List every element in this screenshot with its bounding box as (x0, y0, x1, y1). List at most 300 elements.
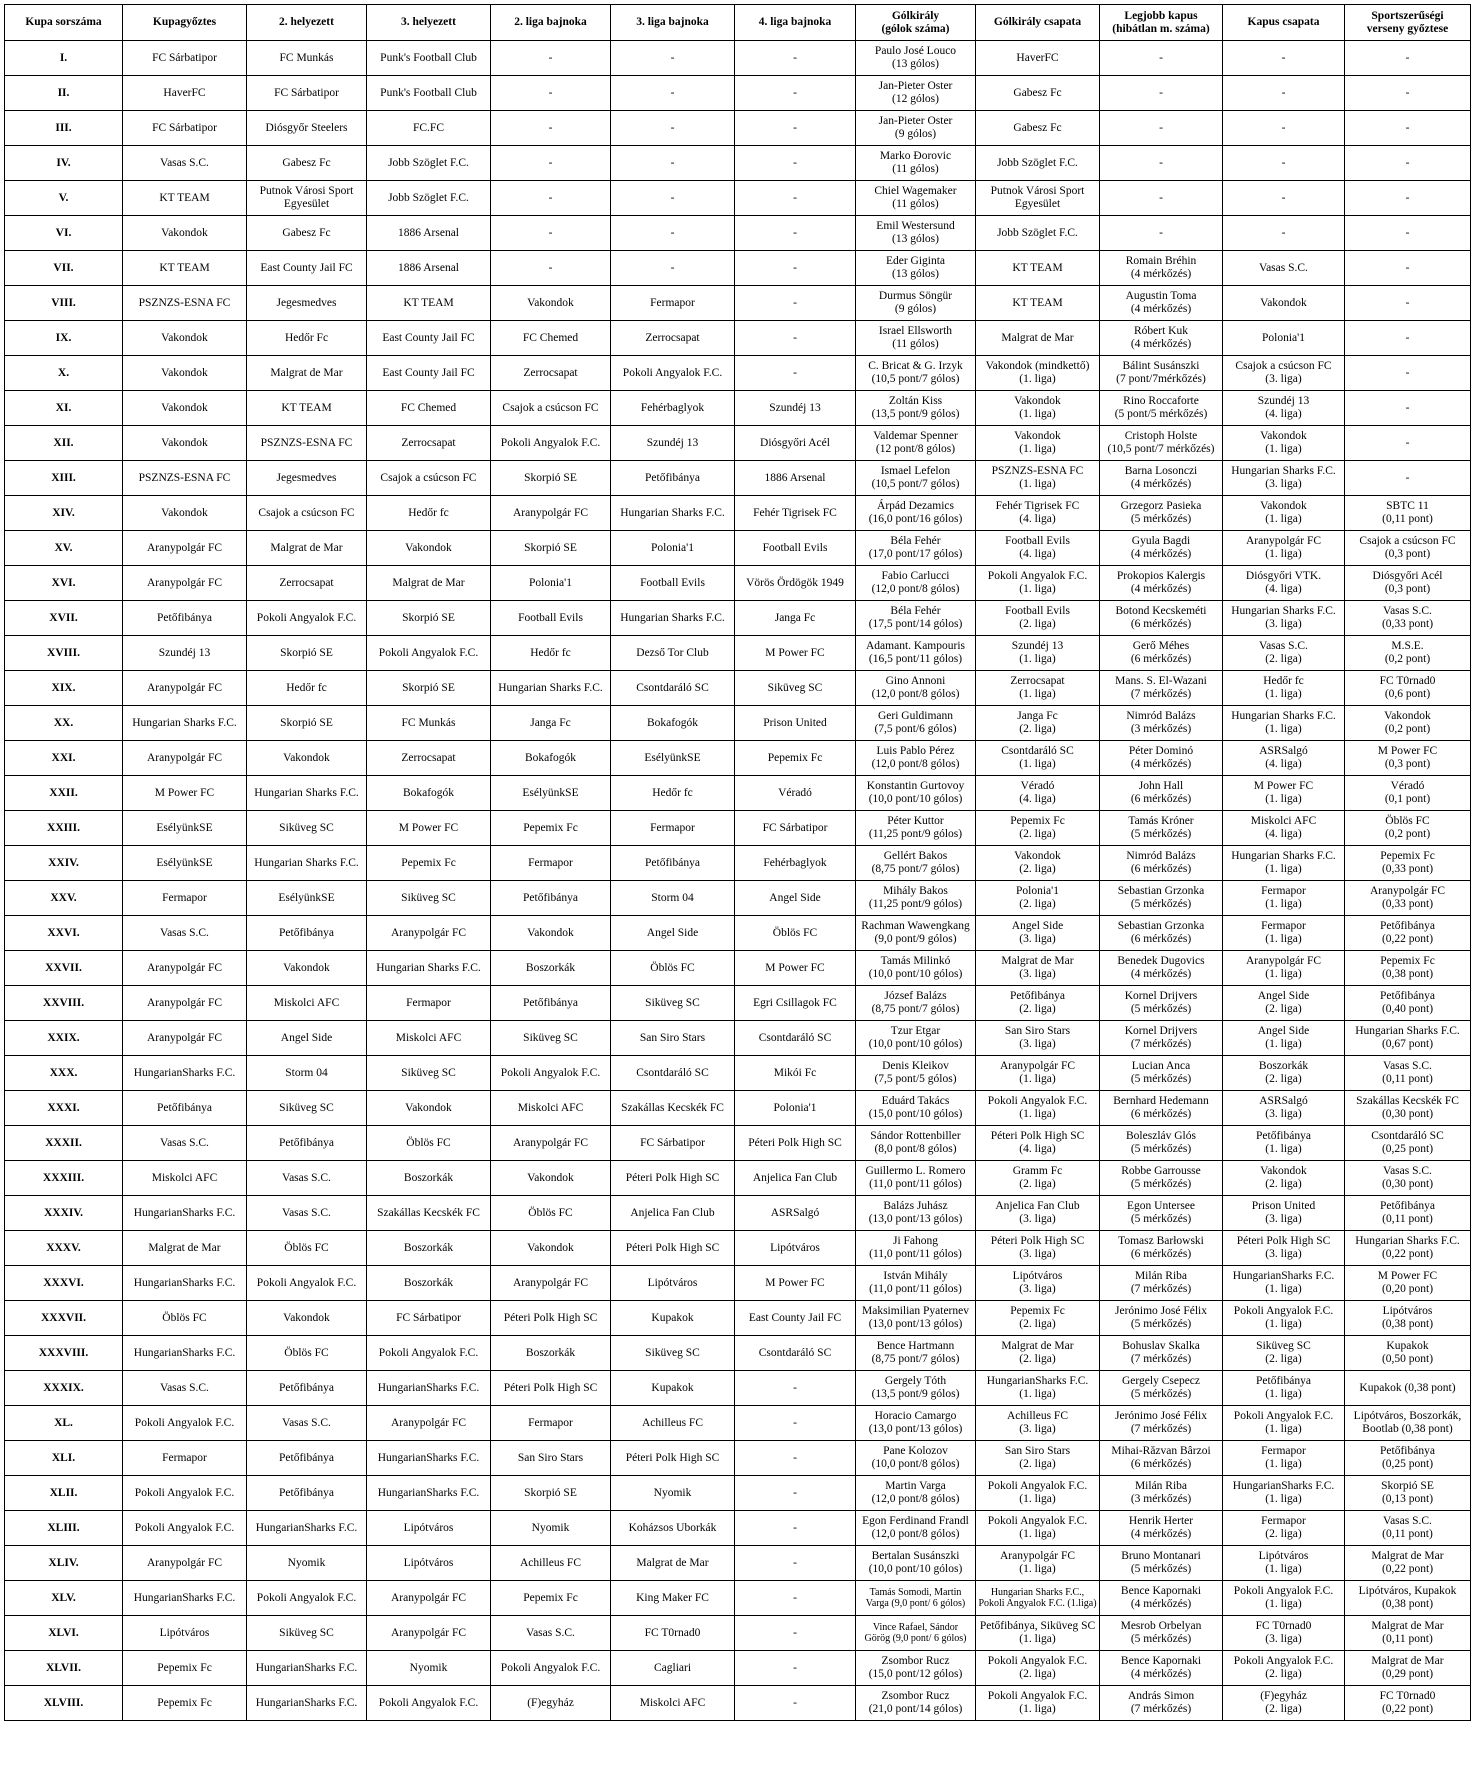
table-row (5, 671, 1471, 706)
cell-goalkeeper-team: - (1223, 111, 1345, 146)
table-row (5, 356, 1471, 391)
cell-line: (gólok száma) (881, 22, 950, 35)
cell-line: (5 mérkőzés) (1130, 1143, 1192, 1155)
cell-league4-champion: - (735, 181, 856, 216)
cell-line: (2. liga) (1019, 1668, 1056, 1680)
table-row (5, 251, 1471, 286)
cell-line: Angel Side (1257, 1025, 1310, 1037)
cell-best-goalkeeper (1100, 1196, 1223, 1231)
cell-winner: Pepemix Fc (123, 1651, 247, 1686)
cell-league3-champion: Szakállas Kecskék FC (611, 1091, 735, 1126)
cell-line: Róbert Kuk (1134, 325, 1188, 337)
cell-cup-number: XX. (5, 706, 123, 741)
table-row (5, 706, 1471, 741)
cell-second-place: Hungarian Sharks F.C. (247, 776, 367, 811)
cell-league3-champion: Petőfibánya (611, 846, 735, 881)
cell-line: Bruno Montanari (1121, 1550, 1201, 1562)
cell-fair-play-winner (1345, 1406, 1471, 1441)
cell-best-goalkeeper (1100, 776, 1223, 811)
cell-second-place (247, 181, 367, 216)
cell-line: (0,38 pont) (1381, 1318, 1434, 1330)
cell-top-scorer (856, 1056, 976, 1091)
cell-goalkeeper-team (1223, 426, 1345, 461)
cell-third-place: Boszorkák (367, 1231, 491, 1266)
cell-line: (1. liga) (1265, 793, 1302, 805)
table-row (5, 916, 1471, 951)
cell-league2-champion: Petőfibánya (491, 881, 611, 916)
cell-top-scorer-team (976, 1546, 1100, 1581)
cell-second-place: Vasas S.C. (247, 1196, 367, 1231)
cell-line: (1. liga) (1265, 1318, 1302, 1330)
cell-second-place: Csajok a csúcson FC (247, 496, 367, 531)
cell-line: Sebastian Grzonka (1117, 920, 1205, 932)
table-row (5, 986, 1471, 1021)
cell-line: (11 gólos) (892, 163, 939, 175)
cell-league4-champion: Football Evils (735, 531, 856, 566)
cell-line: (1. liga) (1265, 1423, 1302, 1435)
cell-line: Jan-Pieter Oster (878, 115, 953, 127)
cell-third-place: Pokoli Angyalok F.C. (367, 1336, 491, 1371)
cell-league2-champion: Aranypolgár FC (491, 496, 611, 531)
cell-fair-play-winner: - (1345, 426, 1471, 461)
cell-league3-champion: - (611, 216, 735, 251)
cell-second-place: Öblös FC (247, 1336, 367, 1371)
cell-goalkeeper-team: - (1223, 216, 1345, 251)
cell-fair-play-winner (1345, 1441, 1471, 1476)
cell-line: (5 mérkőzés) (1130, 1563, 1192, 1575)
cell-fair-play-winner (1345, 1546, 1471, 1581)
cell-line: (0,33 pont) (1381, 863, 1434, 875)
cell-fair-play-winner (1345, 706, 1471, 741)
cell-third-place: FC Munkás (367, 706, 491, 741)
cell-league3-champion: Péteri Polk High SC (611, 1161, 735, 1196)
cell-league3-champion: Angel Side (611, 916, 735, 951)
cell-league2-champion: - (491, 181, 611, 216)
cell-line: (1. liga) (1265, 1388, 1302, 1400)
cell-cup-number: XIX. (5, 671, 123, 706)
cell-top-scorer (856, 951, 976, 986)
cell-winner: FC Sárbatipor (123, 111, 247, 146)
cell-fair-play-winner (1345, 741, 1471, 776)
cell-line: Angel Side (1011, 920, 1064, 932)
cell-winner: Pokoli Angyalok F.C. (123, 1511, 247, 1546)
cell-fair-play-winner (1345, 916, 1471, 951)
cell-top-scorer-team: Malgrat de Mar (976, 321, 1100, 356)
cell-line: (1. liga) (1019, 1563, 1056, 1575)
cell-best-goalkeeper (1100, 1581, 1223, 1616)
cell-cup-number: XLV. (5, 1581, 123, 1616)
cell-third-place: Lipótváros (367, 1511, 491, 1546)
cell-best-goalkeeper (1100, 1406, 1223, 1441)
cell-second-place: Vakondok (247, 741, 367, 776)
cell-cup-number: XXXVIII. (5, 1336, 123, 1371)
cell-goalkeeper-team (1223, 671, 1345, 706)
cell-top-scorer (856, 1161, 976, 1196)
cell-league2-champion: Vakondok (491, 286, 611, 321)
cell-line: (1. liga) (1019, 373, 1056, 385)
cell-cup-number: XXIV. (5, 846, 123, 881)
table-row (5, 1266, 1471, 1301)
cell-top-scorer (856, 1021, 976, 1056)
cell-best-goalkeeper (1100, 1651, 1223, 1686)
cell-line: Vakondok (mindkettő) (985, 360, 1090, 372)
table-row (5, 321, 1471, 356)
cell-third-place: Hedőr fc (367, 496, 491, 531)
cell-league3-champion: Nyomik (611, 1476, 735, 1511)
cell-line: Árpád Dezamics (877, 500, 954, 512)
cell-line: Gólkirály (891, 9, 940, 22)
cell-second-place: HungarianSharks F.C. (247, 1651, 367, 1686)
cell-line: Guillermo L. Romero (865, 1165, 966, 1177)
cell-best-goalkeeper: - (1100, 111, 1223, 146)
cell-winner: Vakondok (123, 216, 247, 251)
cell-line: (11,25 pont/9 gólos) (868, 898, 963, 910)
cell-line: Benedek Dugovics (1117, 955, 1205, 967)
cell-best-goalkeeper (1100, 286, 1223, 321)
cell-winner: Vakondok (123, 391, 247, 426)
cell-line: M Power FC (1253, 780, 1314, 792)
cell-league2-champion: Polonia'1 (491, 566, 611, 601)
cell-line: (13,0 pont/13 gólos) (868, 1423, 963, 1435)
col-fair-play-winner (1345, 5, 1471, 41)
cell-top-scorer (856, 916, 976, 951)
cell-line: (1. liga) (1019, 1703, 1056, 1715)
cell-winner: Szundéj 13 (123, 636, 247, 671)
cell-line: Petőfibánya, Siküveg SC (979, 1620, 1096, 1632)
cell-top-scorer-team (976, 1336, 1100, 1371)
cell-league4-champion: - (735, 321, 856, 356)
cell-league4-champion: Szundéj 13 (735, 391, 856, 426)
cell-line: (0,3 pont) (1384, 758, 1431, 770)
cell-top-scorer-team (976, 846, 1100, 881)
cell-league2-champion: Skorpió SE (491, 1476, 611, 1511)
cell-top-scorer-team (976, 1616, 1100, 1651)
cell-league2-champion: Boszorkák (491, 951, 611, 986)
cell-best-goalkeeper (1100, 1091, 1223, 1126)
cell-third-place: HungarianSharks F.C. (367, 1476, 491, 1511)
cell-line: Gyula Bagdi (1131, 535, 1191, 547)
cell-best-goalkeeper (1100, 1336, 1223, 1371)
cell-league4-champion: - (735, 356, 856, 391)
cell-third-place: East County Jail FC (367, 356, 491, 391)
cell-top-scorer (856, 1126, 976, 1161)
cell-line: (0,2 pont) (1384, 723, 1431, 735)
cell-league2-champion: Boszorkák (491, 1336, 611, 1371)
cell-line: Valdemar Spenner (873, 430, 958, 442)
cell-line: (3. liga) (1265, 618, 1302, 630)
cell-second-place: Petőfibánya (247, 1476, 367, 1511)
cell-line: (3. liga) (1019, 968, 1056, 980)
table-row (5, 1196, 1471, 1231)
table-row (5, 636, 1471, 671)
cell-line: PSZNZS-ESNA FC (991, 465, 1084, 477)
cell-line: Barna Losonczi (1124, 465, 1198, 477)
cell-line: Fermapor (1261, 885, 1306, 897)
cell-line: (3. liga) (1265, 1633, 1302, 1645)
cell-fair-play-winner (1345, 1231, 1471, 1266)
cell-line: Boszorkák (1258, 1060, 1309, 1072)
cell-line: Bernhard Hedemann (1113, 1095, 1209, 1107)
cell-best-goalkeeper: - (1100, 41, 1223, 76)
cell-best-goalkeeper (1100, 951, 1223, 986)
cell-line: Petőfibánya (1380, 920, 1435, 932)
cell-line: (6 mérkőzés) (1130, 1248, 1192, 1260)
cell-line: Szakállas Kecskék FC (1356, 1095, 1459, 1107)
cell-third-place: Vakondok (367, 531, 491, 566)
cell-goalkeeper-team (1223, 1651, 1345, 1686)
cell-line: Siküveg SC (1256, 1340, 1311, 1352)
cell-cup-number: XXIX. (5, 1021, 123, 1056)
cell-line: Eder Giginta (885, 255, 946, 267)
cell-line: Varga (9,0 pont/ 6 gólos) (865, 1598, 966, 1609)
cell-second-place: East County Jail FC (247, 251, 367, 286)
cell-third-place: Miskolci AFC (367, 1021, 491, 1056)
cell-line: Botond Kecskeméti (1115, 605, 1207, 617)
cell-best-goalkeeper (1100, 1021, 1223, 1056)
cell-league3-champion: Dezső Tor Club (611, 636, 735, 671)
cell-best-goalkeeper (1100, 1371, 1223, 1406)
cell-league4-champion: M Power FC (735, 636, 856, 671)
cell-second-place: Skorpió SE (247, 636, 367, 671)
cell-third-place: Punk's Football Club (367, 76, 491, 111)
cell-best-goalkeeper (1100, 1231, 1223, 1266)
header-row (5, 5, 1471, 41)
table-row (5, 1161, 1471, 1196)
cell-line: (0,40 pont) (1381, 1003, 1434, 1015)
cell-line: (0,11 pont) (1382, 1073, 1433, 1085)
cell-line: (3. liga) (1265, 1248, 1302, 1260)
cell-line: Grzegorz Pasieka (1120, 500, 1202, 512)
cell-line: Pepemix Fc (1380, 955, 1435, 967)
cell-fair-play-winner: - (1345, 356, 1471, 391)
cell-fair-play-winner (1345, 1581, 1471, 1616)
cell-line: Diósgyőri Acél (1372, 570, 1443, 582)
cell-line: (17,0 pont/17 gólos) (868, 548, 963, 560)
cell-third-place: Csajok a csúcson FC (367, 461, 491, 496)
table-row (5, 146, 1471, 181)
cell-second-place: KT TEAM (247, 391, 367, 426)
cell-league4-champion: East County Jail FC (735, 1301, 856, 1336)
cell-top-scorer-team (976, 1511, 1100, 1546)
cell-top-scorer (856, 461, 976, 496)
cell-line: Vakondok (1014, 395, 1061, 407)
cell-line: Mihai-Răzvan Bârzoi (1111, 1445, 1211, 1457)
cell-line: (6 mérkőzés) (1130, 618, 1192, 630)
cell-goalkeeper-team (1223, 1371, 1345, 1406)
cell-line: (5 mérkőzés) (1130, 828, 1192, 840)
cell-league3-champion: - (611, 146, 735, 181)
cell-fair-play-winner (1345, 1301, 1471, 1336)
cell-league4-champion: Péteri Polk High SC (735, 1126, 856, 1161)
table-row (5, 111, 1471, 146)
cell-top-scorer (856, 1511, 976, 1546)
cell-top-scorer (856, 1476, 976, 1511)
cell-line: Péter Kuttor (887, 815, 944, 827)
cell-line: (10,0 pont/10 gólos) (868, 1038, 963, 1050)
cell-league3-champion: Siküveg SC (611, 1336, 735, 1371)
cell-line: Malgrat de Mar (1371, 1655, 1444, 1667)
cell-fair-play-winner (1345, 1651, 1471, 1686)
cell-line: Kornel Drijvers (1124, 990, 1198, 1002)
table-row (5, 776, 1471, 811)
cell-line: Chiel Wagemaker (874, 185, 957, 197)
cell-line: Aranypolgár FC (999, 1060, 1076, 1072)
cell-fair-play-winner (1345, 531, 1471, 566)
cell-third-place: Skorpió SE (367, 601, 491, 636)
cell-top-scorer-team (976, 1266, 1100, 1301)
cell-winner: Aranypolgár FC (123, 531, 247, 566)
cell-line: (11,25 pont/9 gólos) (868, 828, 963, 840)
cell-league4-champion: Fehérbaglyok (735, 846, 856, 881)
cell-league2-champion: Janga Fc (491, 706, 611, 741)
cell-goalkeeper-team (1223, 1266, 1345, 1301)
cell-top-scorer-team: Gabesz Fc (976, 76, 1100, 111)
cell-fair-play-winner (1345, 776, 1471, 811)
cell-line: (1. liga) (1019, 583, 1056, 595)
cell-league2-champion: Vasas S.C. (491, 1616, 611, 1651)
cell-fair-play-winner: - (1345, 391, 1471, 426)
cell-fair-play-winner (1345, 951, 1471, 986)
cell-line: (6 mérkőzés) (1130, 933, 1192, 945)
cell-league2-champion: Péteri Polk High SC (491, 1301, 611, 1336)
cell-line: Fermapor (1261, 1445, 1306, 1457)
table-row (5, 1021, 1471, 1056)
cell-second-place: Petőfibánya (247, 1371, 367, 1406)
cell-winner: Vakondok (123, 496, 247, 531)
table-row (5, 76, 1471, 111)
cell-line: (1. liga) (1265, 863, 1302, 875)
cell-line: Vakondok (1260, 1165, 1307, 1177)
cell-top-scorer-team: Gabesz Fc (976, 111, 1100, 146)
cell-line: (0,13 pont) (1381, 1493, 1434, 1505)
cell-line: (5 pont/5 mérkőzés) (1114, 408, 1208, 420)
table-row (5, 1056, 1471, 1091)
cell-cup-number: X. (5, 356, 123, 391)
cell-top-scorer-team (976, 1441, 1100, 1476)
cell-cup-number: XXVII. (5, 951, 123, 986)
cell-line: Petőfibánya (1380, 1445, 1435, 1457)
cell-line: (3. liga) (1019, 1423, 1056, 1435)
cell-best-goalkeeper (1100, 916, 1223, 951)
cell-line: Tamás Milinkó (880, 955, 951, 967)
cell-line: Petőfibánya (1010, 990, 1065, 1002)
cell-top-scorer (856, 846, 976, 881)
cell-line: (2. liga) (1019, 1458, 1056, 1470)
cell-line: Lipótváros (1382, 1305, 1433, 1317)
cell-line: (1. liga) (1265, 1598, 1302, 1610)
table-row (5, 1301, 1471, 1336)
cell-line: (4. liga) (1265, 758, 1302, 770)
cell-top-scorer (856, 1301, 976, 1336)
cell-top-scorer (856, 1266, 976, 1301)
cell-line: Petőfibánya (1380, 990, 1435, 1002)
cell-second-place: PSZNZS-ESNA FC (247, 426, 367, 461)
cell-top-scorer-team (976, 1091, 1100, 1126)
cell-line: (13 gólos) (892, 233, 939, 245)
cell-league4-champion: - (735, 1441, 856, 1476)
cell-third-place: Pokoli Angyalok F.C. (367, 636, 491, 671)
cell-line: Petőfibánya (1256, 1375, 1311, 1387)
cell-line: San Siro Stars (1004, 1445, 1071, 1457)
cell-fair-play-winner: - (1345, 146, 1471, 181)
col-second: 2. helyezett (247, 5, 367, 41)
cell-league2-champion: - (491, 251, 611, 286)
cell-top-scorer-team: Jobb Szöglet F.C. (976, 216, 1100, 251)
cell-second-place: Hedőr Fc (247, 321, 367, 356)
cell-line: (10,0 pont/10 gólos) (868, 968, 963, 980)
cell-line: (1. liga) (1265, 513, 1302, 525)
cell-line: Israel Ellsworth (878, 325, 953, 337)
cell-second-place: Malgrat de Mar (247, 531, 367, 566)
cell-league2-champion: Csajok a csúcson FC (491, 391, 611, 426)
cell-top-scorer-team (976, 741, 1100, 776)
cell-line: Ji Fahong (892, 1235, 939, 1247)
cell-line: Pane Kolozov (883, 1445, 948, 1457)
cell-line: Hungarian Sharks F.C., (990, 1587, 1085, 1598)
cell-line: (1. liga) (1019, 478, 1056, 490)
cell-league2-champion: Miskolci AFC (491, 1091, 611, 1126)
cell-line: (4 mérkőzés) (1130, 583, 1192, 595)
cell-line: Miskolci AFC (1250, 815, 1317, 827)
cell-league2-champion: Football Evils (491, 601, 611, 636)
cell-line: Péteri Polk High SC (1236, 1235, 1331, 1247)
cell-line: (7 pont/7mérkőzés) (1116, 373, 1206, 385)
cell-goalkeeper-team (1223, 1056, 1345, 1091)
cell-goalkeeper-team (1223, 1161, 1345, 1196)
cell-top-scorer (856, 1091, 976, 1126)
cell-fair-play-winner: - (1345, 461, 1471, 496)
cell-line: M Power FC (1377, 745, 1438, 757)
cell-top-scorer (856, 181, 976, 216)
cell-league3-champion: Péteri Polk High SC (611, 1231, 735, 1266)
cell-line: (2. liga) (1019, 1353, 1056, 1365)
cell-line: (2. liga) (1265, 653, 1302, 665)
cell-line: Vasas S.C. (1383, 605, 1432, 617)
table-row (5, 881, 1471, 916)
cell-line: Csontdaráló SC (1371, 1130, 1444, 1142)
cell-line: (1. liga) (1019, 408, 1056, 420)
cell-line: HungarianSharks F.C. (1232, 1270, 1335, 1282)
cell-league2-champion: Pepemix Fc (491, 1581, 611, 1616)
cell-line: Malgrat de Mar (1371, 1620, 1444, 1632)
cell-top-scorer (856, 601, 976, 636)
cell-line: Pokoli Angyalok F.C. (987, 570, 1088, 582)
cell-top-scorer (856, 986, 976, 1021)
cell-line: Péter Dominó (1128, 745, 1194, 757)
cell-best-goalkeeper (1100, 1686, 1223, 1721)
cell-second-place: Pokoli Angyalok F.C. (247, 601, 367, 636)
table-row (5, 846, 1471, 881)
cell-cup-number: XXXII. (5, 1126, 123, 1161)
cell-top-scorer (856, 146, 976, 181)
cell-line: Bálint Susánszki (1122, 360, 1200, 372)
cell-line: (0,22 pont) (1381, 933, 1434, 945)
cell-line: (0,1 pont) (1384, 793, 1431, 805)
cell-line: Putnok Városi Sport (259, 185, 354, 197)
cell-winner: PSZNZS-ESNA FC (123, 286, 247, 321)
cell-line: Csontdaráló SC (1001, 745, 1074, 757)
cell-league4-champion: ASRSalgó (735, 1196, 856, 1231)
cell-top-scorer (856, 321, 976, 356)
cell-top-scorer (856, 636, 976, 671)
cell-line: Zerrocsapat (1010, 675, 1065, 687)
cell-league3-champion: Fermapor (611, 811, 735, 846)
cell-goalkeeper-team: Polonia'1 (1223, 321, 1345, 356)
cell-line: (0,11 pont) (1382, 1633, 1433, 1645)
cell-line: (9,0 pont/9 gólos) (874, 933, 957, 945)
cell-winner: Aranypolgár FC (123, 741, 247, 776)
cell-top-scorer-team (976, 951, 1100, 986)
